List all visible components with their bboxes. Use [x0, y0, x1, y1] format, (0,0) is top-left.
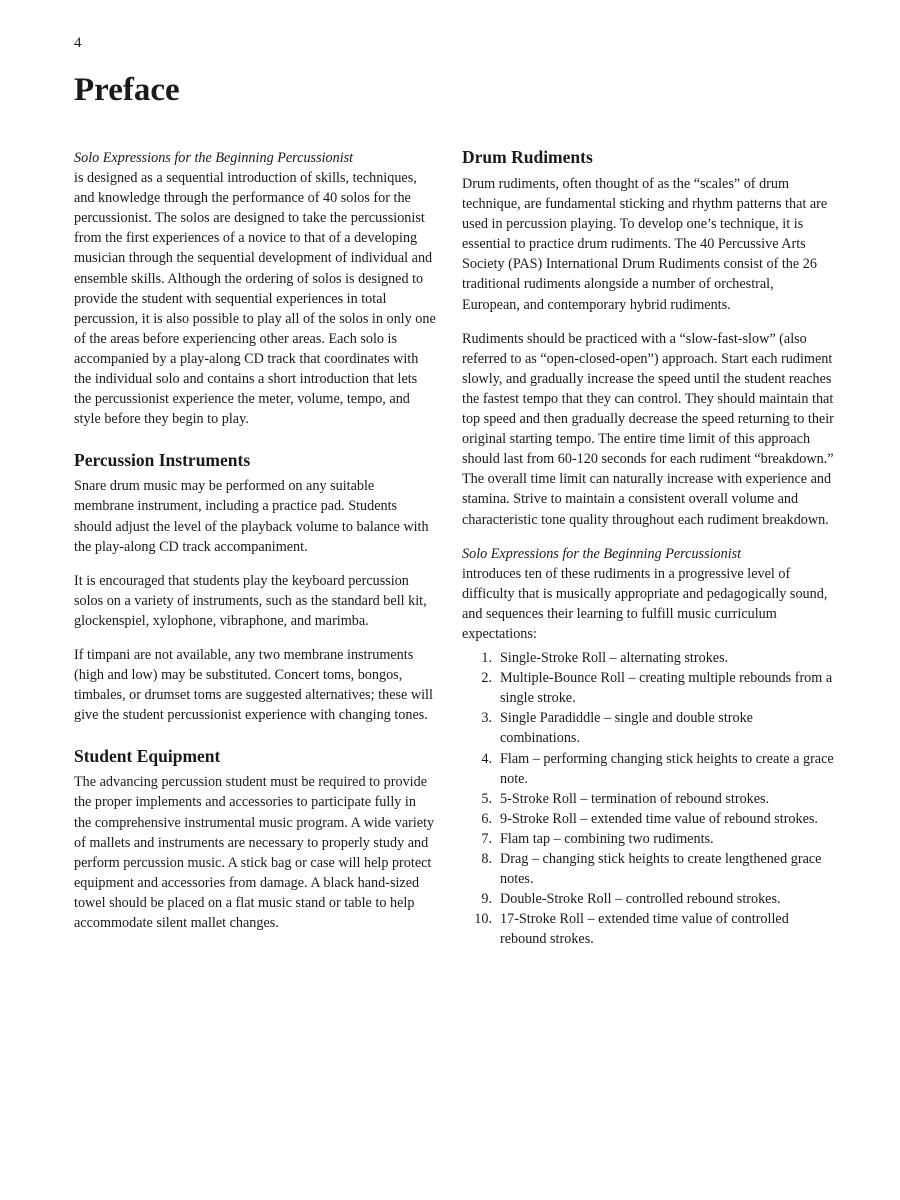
list-item-text: Single-Stroke Roll – alternating strokes.: [500, 650, 729, 667]
heading-student-equipment: Student Equipment: [74, 746, 221, 767]
percussion-paragraph-1: Snare drum music may be performed on any suitable membrane instrument, including a practice pad. Students should adjust the level of the playback volume to balance with the play-along CD track accompaniment.: [74, 478, 429, 555]
list-item-text: Flam – performing changing stick heights to create a grace note.: [500, 750, 834, 787]
rudiments-paragraph-3-text: introduces ten of these rudiments in a progressive level of difficulty that is musically appropriate and pedagogically sound, and sequences their learning to fulfill music curriculum expectations:: [462, 565, 828, 642]
list-item-number: 5.: [481, 790, 492, 807]
list-item-text: 17-Stroke Roll – extended time value of controlled rebound strokes.: [500, 911, 789, 948]
list-item-number: 6.: [481, 810, 492, 827]
list-item-number: 10.: [474, 911, 492, 928]
rudiments-paragraph-1: Drum rudiments, often thought of as the “scales” of drum technique, are fundamental sticking and rhythm patterns that are used in percussion playing. To develop one’s technique, it is essential to practice drum rudiments. The 40 Percussive Arts Society (PAS) International Drum Rudiments consist of the 26 traditional rudiments alongside a number of orchestral, European, and contemporary hybrid rudiments.: [462, 176, 828, 313]
book-title-italic-2: Solo Expressions for the Beginning Percussionist: [462, 545, 742, 562]
intro-paragraph: [74, 148, 436, 429]
list-item: [462, 829, 834, 849]
rudiments-list: [462, 648, 834, 949]
intro-text: is designed as a sequential introduction of skills, techniques, and knowledge through the performance of 40 solos for the percussionist. The solos are designed to take the percussionist from the first experiences of a novice to that of a developing musician through the sequential development of individual and ensemble skills. Although the ordering of solos is designed to provide the student with sequential experiences in total percussion, it is also possible to play all of the solos in only one of the areas before experiencing other areas. Each solo is accompanied by a play-along CD track that coordinates with the individual solo and contains a short introduction that lets the percussionist experience the meter, volume, tempo, and style before they begin to play.: [74, 170, 436, 428]
list-item: [462, 849, 834, 889]
page-number: 4: [74, 35, 82, 51]
list-item: [462, 909, 834, 949]
list-item: [462, 889, 834, 909]
list-item-text: Double-Stroke Roll – controlled rebound strokes.: [500, 891, 781, 908]
list-item: [462, 648, 834, 668]
list-item-number: 1.: [481, 650, 492, 667]
heading-percussion-instruments: Percussion Instruments: [74, 450, 251, 471]
list-item-text: Flam tap – combining two rudiments.: [500, 830, 714, 847]
right-column: [462, 146, 834, 949]
list-item: [462, 708, 834, 748]
list-item-number: 4.: [481, 750, 492, 767]
list-item-number: 8.: [481, 851, 492, 867]
list-item: [462, 668, 834, 708]
list-item: [462, 809, 834, 829]
page-title: Preface: [74, 72, 180, 108]
percussion-paragraph-2: It is encouraged that students play the keyboard percussion solos on a variety of instruments, such as the standard bell kit, glockenspiel, xylophone, vibraphone, and marimba.: [74, 572, 427, 629]
list-item-number: 9.: [481, 891, 492, 908]
list-item: [462, 749, 834, 789]
list-item: [462, 789, 834, 809]
rudiments-paragraph-3: [462, 544, 834, 644]
list-item-text: Multiple-Bounce Roll – creating multiple rebounds from a single stroke.: [500, 670, 833, 707]
rudiments-paragraph-2: Rudiments should be practiced with a “slow-fast-slow” (also referred to as “open-closed-open”) approach. Start each rudiment slowly, and gradually increase the speed until the student reaches the fastest tempo that they can control. They should maintain that top speed and then gradually decrease the speed returning to their original starting tempo. The entire time limit of this approach should last from 60-120 seconds for each rudiment “breakdown.” The overall time limit can naturally increase with experience and stamina. Strive to maintain a consistent overall volume and characteristic tone quality throughout each rudiment breakdown.: [462, 330, 834, 528]
equipment-paragraph: The advancing percussion student must be required to provide the proper implements and accessories to participate fully in the comprehensive instrumental music program. A wide variety of mallets and instruments are necessary to properly study and perform percussion music. A stick bag or case will help protect equipment and accessories from damage. A black hand-sized towel should be placed on a flat music stand or table to help accommodate silent mallet changes.: [74, 774, 435, 931]
book-title-italic: Solo Expressions for the Beginning Percussionist: [74, 150, 354, 166]
list-item-number: 3.: [481, 710, 492, 727]
left-column: [74, 148, 436, 947]
percussion-paragraph-3: If timpani are not available, any two membrane instruments (high and low) may be substituted. Concert toms, bongos, timbales, or drumset toms are suggested alternatives; these will give the student percussionist experience with changing tones.: [74, 646, 433, 724]
list-item-text: 5-Stroke Roll – termination of rebound strokes.: [500, 790, 770, 807]
list-item-text: Single Paradiddle – single and double stroke combinations.: [500, 710, 753, 747]
list-item-number: 7.: [481, 830, 492, 847]
list-item-number: 2.: [481, 670, 492, 687]
heading-drum-rudiments: Drum Rudiments: [462, 147, 593, 167]
list-item-text: Drag – changing stick heights to create lengthened grace notes.: [500, 851, 822, 888]
list-item-text: 9-Stroke Roll – extended time value of rebound strokes.: [500, 810, 818, 827]
